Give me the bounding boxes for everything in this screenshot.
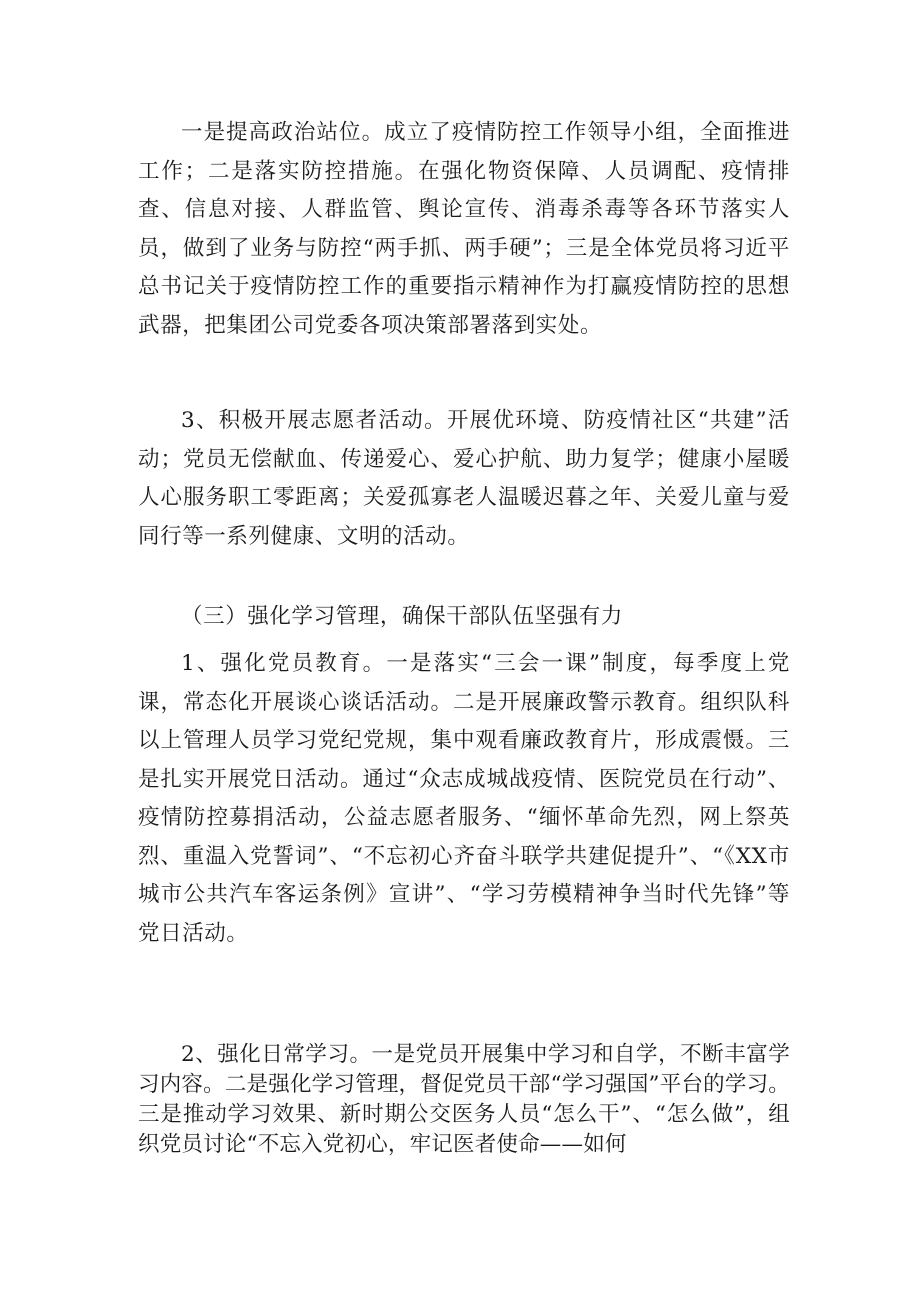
paragraph-epidemic-measures: 一是提高政治站位。成立了疫情防控工作领导小组，全面推进工作；二是落实防控措施。在强化物资保障、人员调配、疫情排查、信息对接、人群监管、舆论宣传、消毒杀毒等各环节落实人员，做到了业务与防控“两手抓、两手硬”；三是全体党员将习近平总书记关于疫情防控工作的重要指示精神作为打赢疫情防控的思想武器，把集团公司党委各项决策部署落到实处。 xyxy=(138,120,790,338)
paragraph-volunteer-activities: 3、积极开展志愿者活动。开展优环境、防疫情社区“共建”活动；党员无偿献血、传递爱心、爱心护航、助力复学；健康小屋暖人心服务职工零距离；关爱孤寡老人温暖迟暮之年、关爱儿童与爱同行等一系列健康、文明的活动。 xyxy=(138,408,790,549)
paragraph-daily-study: 2、强化日常学习。一是党员开展集中学习和自学，不断丰富学习内容。二是强化学习管理，督促党员干部“学习强国”平台的学习。三是推动学习效果、新时期公交医务人员“怎么干”、“怎么做”，组织党员讨论“不忘入党初心，牢记医者使命——如何 xyxy=(138,1042,790,1157)
section-heading: （三）强化学习管理，确保干部队伍坚强有力 xyxy=(181,604,624,629)
paragraph-party-education: 1、强化党员教育。一是落实“三会一课”制度，每季度上党课，常态化开展谈心谈话活动。二是开展廉政警示教育。组织队科以上管理人员学习党纪党规，集中观看廉政教育片，形成震慑。三是扎实开展党日活动。通过“众志成城战疫情、医院党员在行动”、疫情防控募捐活动，公益志愿者服务、“缅怀革命先烈，网上祭英烈、重温入党誓词”、“不忘初心齐奋斗联学共建促提升”、“《XX市城市公共汽车客运条例》宣讲”、“学习劳模精神争当时代先锋”等党日活动。 xyxy=(138,651,790,946)
